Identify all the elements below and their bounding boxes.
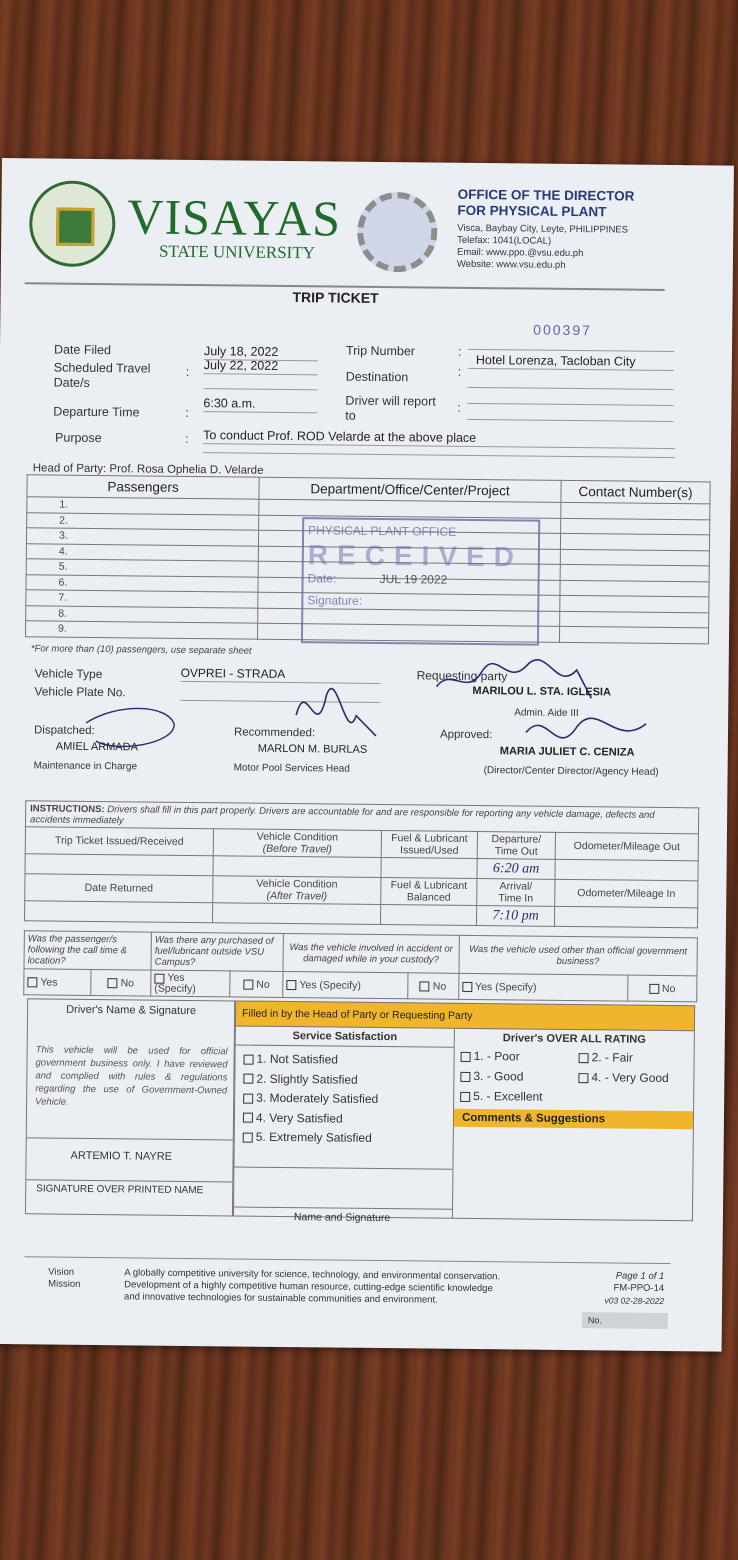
destination-label: Destination <box>345 369 409 385</box>
university-name: VISAYAS <box>127 188 342 247</box>
departure-1: Departure/ <box>491 833 542 846</box>
trip-number-line <box>468 349 674 352</box>
service-option-label: 5. Extremely Satisfied <box>255 1129 372 1145</box>
blank-line <box>204 388 318 390</box>
col-passengers: Passengers <box>27 475 259 499</box>
cond-after-2: (After Travel) <box>266 889 328 903</box>
instructions-heading: INSTRUCTIONS: <box>30 803 105 816</box>
col-department: Department/Office/Center/Project <box>259 477 561 502</box>
colon: : <box>457 400 461 415</box>
stamp-date: JUL 19 2022 <box>379 571 448 587</box>
office-telefax: Telefax: 1041(LOCAL) <box>457 234 552 247</box>
checkbox[interactable] <box>243 1132 253 1142</box>
divider <box>234 1206 452 1209</box>
rating-option[interactable] <box>579 1050 633 1065</box>
question-other-use: Was the vehicle used other than official government business? <box>459 935 698 975</box>
footer-labels <box>48 1267 80 1291</box>
checkbox[interactable] <box>462 982 472 992</box>
checkbox[interactable] <box>243 1093 253 1103</box>
university-seal-logo <box>29 180 116 267</box>
vision-label: Vision <box>48 1266 75 1278</box>
rating-option[interactable] <box>460 1089 543 1104</box>
rating-label: 2. - Fair <box>591 1050 634 1065</box>
office-line-1: OFFICE OF THE DIRECTOR <box>457 186 635 204</box>
table-cell <box>380 905 476 926</box>
approved-name: MARIA JULIET C. CENIZA <box>499 745 635 759</box>
stamp-signature-label: Signature: <box>307 593 363 608</box>
divider <box>234 1166 452 1169</box>
q3-no-label: No <box>432 980 447 993</box>
service-options <box>235 1045 454 1153</box>
departure-out <box>477 832 555 860</box>
recommended-role: Motor Pool Services Head <box>233 762 350 775</box>
questions-table <box>23 930 698 1002</box>
service-option[interactable] <box>243 1128 445 1150</box>
office-line-2: FOR PHYSICAL PLANT <box>457 202 607 220</box>
blank-line <box>467 403 673 406</box>
recommended-name: MARLON M. BURLAS <box>257 742 368 756</box>
time-out-handwritten: 6:20 am <box>477 859 555 880</box>
mission-text-2: and innovative technologies for sustainable communities and environment. <box>124 1291 438 1306</box>
table-cell <box>25 854 213 876</box>
passenger-note: *For more than (10) passengers, use separate sheet <box>30 643 252 657</box>
table-cell <box>559 626 708 643</box>
table-cell <box>213 856 381 878</box>
checkbox[interactable] <box>461 1052 471 1062</box>
q2-yes[interactable] <box>151 970 231 997</box>
rating-option[interactable] <box>461 1049 520 1064</box>
vision-text: A globally competitive university for science, technology, and environmental conservation. <box>124 1267 501 1283</box>
rating-heading: Driver's OVER ALL RATING <box>502 1032 646 1046</box>
q2-no[interactable] <box>230 971 283 998</box>
q3-yes[interactable] <box>283 971 408 998</box>
form-meta <box>602 1270 664 1307</box>
checkbox[interactable] <box>244 1054 254 1064</box>
question-calltime: Was the passenger/s following the call time & location? <box>24 931 151 970</box>
checkbox[interactable] <box>286 980 296 990</box>
row-number: 1. <box>27 497 259 515</box>
row-number: 5. <box>26 559 258 577</box>
service-option-label: 1. Not Satisfied <box>256 1051 339 1067</box>
office-title <box>457 187 634 221</box>
q4-yes[interactable] <box>458 973 627 1001</box>
q2-yes-label: Yes <box>167 972 185 985</box>
table-cell <box>560 595 709 612</box>
departure-time-value: 6:30 a.m. <box>203 396 317 413</box>
office-contact <box>457 223 628 273</box>
table-cell <box>381 858 477 879</box>
row-number: 2. <box>27 512 259 530</box>
driver-report-label: Driver will report <box>345 393 436 409</box>
row-number: 8. <box>26 605 258 623</box>
mission-label: Mission <box>48 1278 81 1290</box>
colon: : <box>457 344 462 359</box>
scheduled-travel-label-2: Date/s <box>53 375 90 390</box>
approved-role: (Director/Center Director/Agency Head) <box>483 765 659 778</box>
approved-label: Approved: <box>439 728 493 742</box>
footer-text <box>124 1267 500 1307</box>
rating-label: 5. - Excellent <box>473 1088 543 1104</box>
stamp-received: RECEIVED <box>307 539 524 573</box>
checkbox[interactable] <box>460 1092 470 1102</box>
dispatched-label: Dispatched: <box>33 724 95 738</box>
blank-line <box>468 387 674 390</box>
q3-yes-label: Yes (Specify) <box>299 978 361 992</box>
blank-line <box>203 452 675 458</box>
fuel-bal-2: Balanced <box>406 891 451 904</box>
footer-divider <box>24 1256 670 1264</box>
purpose-label: Purpose <box>55 430 102 446</box>
date-filed-label: Date Filed <box>53 342 112 358</box>
table-cell <box>561 502 710 519</box>
fuel-issued <box>381 831 477 859</box>
checkbox[interactable] <box>243 1113 253 1123</box>
satisfaction-banner: Filled in by the Head of Party or Requesting Party <box>235 1000 695 1031</box>
question-accident: Was the vehicle involved in accident or damaged while in your custody? <box>283 933 459 973</box>
cond-after-1: Vehicle Condition <box>256 877 338 891</box>
fuel-bal-1: Fuel & Lubricant <box>390 879 468 892</box>
form-code: FM-PPO-14 <box>613 1282 665 1294</box>
colon: : <box>185 405 189 420</box>
requesting-party-name: MARILOU L. STA. IGLESIA <box>472 684 612 699</box>
rating-label: 4. - Very Good <box>591 1070 669 1086</box>
table-cell <box>560 611 709 628</box>
cond-before-1: Vehicle Condition <box>256 830 339 844</box>
q2-no-label: No <box>256 978 270 991</box>
checkbox[interactable] <box>649 984 659 994</box>
row-number: 4. <box>26 543 258 561</box>
mission-text-1: Development of a highly competitive human resource, cutting-edge scientific knowledge <box>124 1279 493 1295</box>
trip-number-label: Trip Number <box>345 343 416 359</box>
row-number: 7. <box>26 590 258 608</box>
row-number: 3. <box>26 528 258 546</box>
q3-no[interactable] <box>407 973 458 1000</box>
table-cell <box>25 901 213 923</box>
vehicle-type-value: OVPREI - STRADA <box>181 666 381 684</box>
driver-name: ARTEMIO T. NAYRE <box>70 1149 173 1163</box>
question-fuel-purchase: Was there any purchased of fuel/lubricant outside VSU Campus? <box>151 932 283 971</box>
scheduled-travel-value: July 22, 2022 <box>204 358 318 375</box>
rating-label: 1. - Poor <box>473 1048 520 1064</box>
q1-yes[interactable] <box>24 969 91 996</box>
office-address: Visca, Baybay City, Leyte, PHILIPPINES <box>457 222 629 236</box>
divider <box>27 1137 233 1140</box>
arrival-1: Arrival/ <box>499 880 533 893</box>
row-number: 9. <box>25 621 257 639</box>
scheduled-travel-label: Scheduled Travel <box>53 360 151 376</box>
table-cell <box>560 564 709 581</box>
checkbox[interactable] <box>243 979 253 989</box>
cond-before <box>213 829 381 858</box>
checkbox[interactable] <box>579 1053 589 1063</box>
checkbox[interactable] <box>460 1072 470 1082</box>
service-option[interactable] <box>243 1089 445 1111</box>
row-number: 6. <box>26 574 258 592</box>
rating-options <box>454 1047 694 1111</box>
arrival-2: Time In <box>498 892 534 905</box>
purpose-value: To conduct Prof. ROD Velarde at the above place <box>203 428 675 449</box>
q2-specify-label: (Specify) <box>154 982 196 995</box>
trip-log-table <box>24 826 699 928</box>
driver-statement: This vehicle will be used for official government business only. I have reviewed and complied with rules & regulations regarding the use of Government-Owned Vehicle. <box>35 1044 228 1108</box>
trip-ticket-document <box>0 158 734 1352</box>
time-in-handwritten: 7:10 pm <box>476 906 554 927</box>
stamp-office: PHYSICAL PLANT OFFICE <box>308 523 457 539</box>
form-number-box: No. <box>582 1312 668 1329</box>
cond-after <box>213 876 381 905</box>
driver-heading: Driver's Name & Signature <box>66 1003 197 1018</box>
head-of-party: Head of Party: Prof. Rosa Ophelia D. Velarde <box>32 462 264 477</box>
colon: : <box>457 364 462 379</box>
table-cell <box>560 533 709 550</box>
col-contact: Contact Number(s) <box>561 480 710 504</box>
trip-ticket-issued: Trip Ticket Issued/Received <box>25 827 213 856</box>
instructions-text: Drivers shall fill in this part properly. Drivers are accountable for and are responsible for reporting any vehicle damage, defects and accidents immediately <box>30 804 655 827</box>
service-option[interactable] <box>243 1108 445 1130</box>
dispatched-name: AMIEL ARMADA <box>55 740 139 754</box>
colon: : <box>184 431 189 446</box>
comments-heading: Comments & Suggestions <box>454 1109 693 1130</box>
rating-option[interactable] <box>460 1069 523 1084</box>
date-returned: Date Returned <box>25 874 213 903</box>
fuel-balanced <box>381 878 477 906</box>
cond-before-2: (Before Travel) <box>262 842 332 856</box>
rating-label: 3. - Good <box>473 1068 524 1084</box>
checkbox[interactable] <box>243 1074 253 1084</box>
q1-no-label: No <box>120 976 135 989</box>
received-stamp <box>301 517 540 645</box>
office-website: Website: www.vsu.edu.ph <box>456 258 566 271</box>
table-cell <box>561 518 710 535</box>
departure-2: Time Out <box>494 845 538 858</box>
handwritten-signatures <box>55 653 696 790</box>
destination-value: Hotel Lorenza, Tacloban City <box>468 353 674 371</box>
q1-no[interactable] <box>91 969 151 996</box>
name-signature-label: Name and Signature <box>293 1211 391 1225</box>
table-cell <box>560 549 709 566</box>
table-cell <box>213 903 381 925</box>
physical-plant-gear-logo <box>357 192 438 273</box>
driver-report-label-2: to <box>345 408 356 423</box>
rating-option[interactable] <box>578 1070 669 1085</box>
office-email: Email: www.ppo.@vsu.edu.ph <box>456 246 584 260</box>
university-subname: STATE UNIVERSITY <box>158 241 316 263</box>
requesting-party-label: Requesting party <box>416 668 508 684</box>
stamp-date-label: Date: <box>307 571 337 586</box>
table-cell <box>555 859 698 880</box>
dispatched-role: Maintenance in Charge <box>33 760 138 773</box>
service-option-label: 2. Slightly Satisfied <box>256 1071 358 1087</box>
departure-time-label: Departure Time <box>53 404 140 420</box>
fuel-issued-1: Fuel & Lubricant <box>391 832 468 845</box>
checkbox[interactable] <box>27 977 37 987</box>
service-option-label: 4. Very Satisfied <box>255 1110 343 1126</box>
service-satisfaction <box>233 1026 455 1225</box>
table-cell <box>554 906 697 927</box>
blank-line <box>467 419 673 422</box>
checkbox[interactable] <box>420 981 430 991</box>
checkbox[interactable] <box>108 978 118 988</box>
checkbox[interactable] <box>578 1073 588 1083</box>
driver-section <box>25 998 235 1216</box>
driver-signature-label: SIGNATURE OVER PRINTED NAME <box>36 1183 204 1197</box>
driver-rating <box>453 1029 695 1222</box>
q4-no-label: No <box>661 982 676 995</box>
odometer-in: Odometer/Mileage In <box>555 879 698 907</box>
colon: : <box>185 364 190 379</box>
table-cell <box>560 580 709 597</box>
vehicle-type-label: Vehicle Type <box>34 666 103 682</box>
form-title: TRIP TICKET <box>292 289 379 306</box>
q1-yes-label: Yes <box>40 975 58 989</box>
serial-number: 000397 <box>533 321 593 339</box>
requesting-party-role: Admin. Aide III <box>514 707 579 720</box>
stamp-date-row <box>308 571 534 587</box>
q4-yes-label: Yes (Specify) <box>475 980 537 994</box>
recommended-label: Recommended: <box>233 726 316 740</box>
service-option[interactable] <box>243 1050 445 1072</box>
date-filed-value: July 18, 2022 <box>204 344 318 361</box>
form-revision: v03 02-28-2022 <box>604 1295 665 1306</box>
vehicle-plate-label: Vehicle Plate No. <box>34 684 126 700</box>
arrival-in <box>477 879 555 907</box>
fuel-issued-2: Issued/Used <box>400 844 459 857</box>
service-heading: Service Satisfaction <box>236 1026 454 1047</box>
page-number: Page 1 of 1 <box>615 1270 665 1282</box>
service-option-label: 3. Moderately Satisfied <box>256 1090 379 1106</box>
q4-no[interactable] <box>627 975 697 1002</box>
service-option[interactable] <box>243 1069 445 1091</box>
odometer-out: Odometer/Mileage Out <box>555 832 698 860</box>
divider <box>26 1179 232 1182</box>
